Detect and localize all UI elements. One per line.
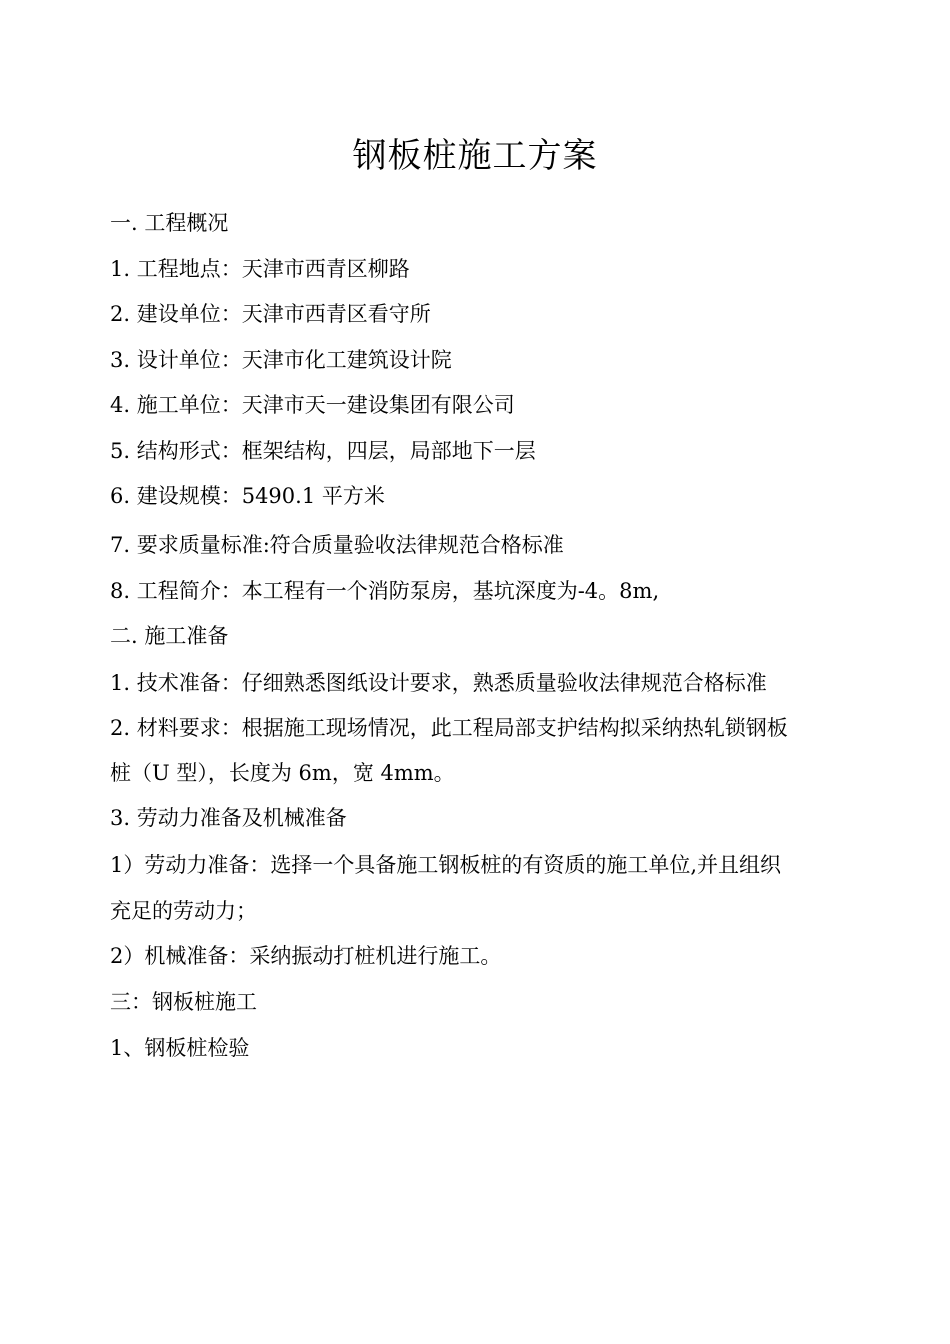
text-line-structure: 5. 结构形式：框架结构，四层，局部地下一层	[110, 439, 536, 463]
section-heading-preparation: 二. 施工准备	[110, 624, 229, 648]
text-line-materials-cont: 桩（U 型），长度为 6m，宽 4mm。	[110, 761, 455, 785]
text-line-labor-machinery: 3. 劳动力准备及机械准备	[110, 806, 347, 830]
text-line-technical: 1. 技术准备：仔细熟悉图纸设计要求，熟悉质量验收法律规范合格标准	[110, 671, 767, 695]
text-line-owner: 2. 建设单位：天津市西青区看守所	[110, 302, 431, 326]
text-line-labor: 1）劳动力准备：选择一个具备施工钢板桩的有资质的施工单位,并且组织	[110, 853, 782, 877]
text-line-machinery: 2）机械准备：采纳振动打桩机进行施工。	[110, 944, 502, 968]
text-line-contractor: 4. 施工单位：天津市天一建设集团有限公司	[110, 393, 515, 417]
text-line-summary: 8. 工程简介：本工程有一个消防泵房，基坑深度为-4。8m,	[110, 579, 660, 603]
section-heading-construction: 三：钢板桩施工	[110, 990, 257, 1014]
text-line-inspection: 1、钢板桩检验	[110, 1036, 250, 1060]
document-title: 钢板桩施工方案	[352, 136, 598, 176]
text-line-location: 1. 工程地点：天津市西青区柳路	[110, 257, 410, 281]
text-line-quality: 7. 要求质量标准:符合质量验收法律规范合格标准	[110, 533, 564, 557]
text-line-labor-cont: 充足的劳动力；	[110, 899, 257, 923]
text-line-scale: 6. 建设规模：5490.1 平方米	[110, 484, 385, 508]
text-line-designer: 3. 设计单位：天津市化工建筑设计院	[110, 348, 452, 372]
section-heading-overview: 一. 工程概况	[110, 211, 229, 235]
text-line-materials: 2. 材料要求：根据施工现场情况，此工程局部支护结构拟采纳热轧锁钢板	[110, 716, 788, 740]
